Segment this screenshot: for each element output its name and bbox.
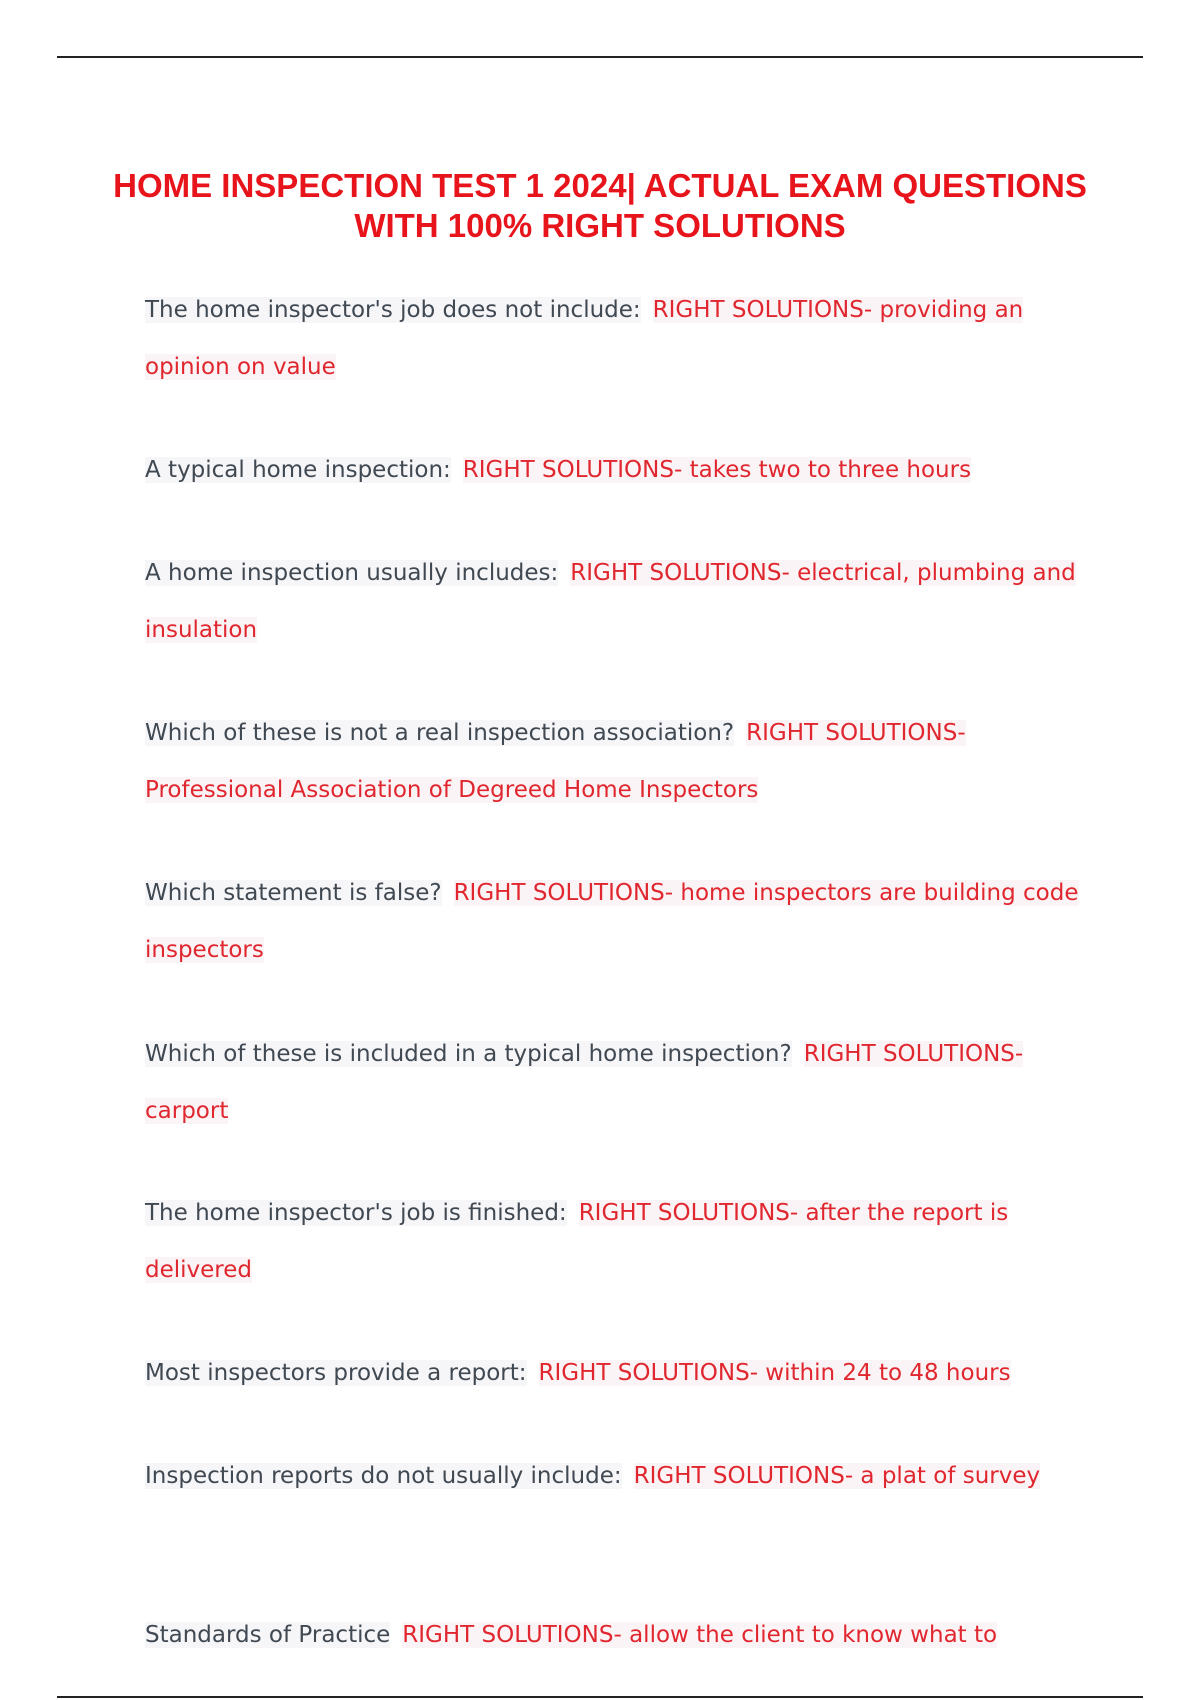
question-text: Which of these is included in a typical home inspection?: [145, 1041, 792, 1067]
answer-text: RIGHT SOLUTIONS- carport: [145, 1041, 1024, 1124]
top-rule: [57, 56, 1143, 58]
question-text: Which of these is not a real inspection association?: [145, 720, 735, 746]
qa-item-1: [145, 282, 1085, 396]
answer-text: RIGHT SOLUTIONS- within 24 to 48 hours: [538, 1360, 1011, 1386]
answer-text: RIGHT SOLUTIONS- electrical, plumbing and insulation: [145, 560, 1076, 643]
qa-item-9: [145, 1448, 1085, 1505]
qa-item-2: [145, 442, 1085, 499]
answer-text: RIGHT SOLUTIONS- a plat of survey: [633, 1463, 1041, 1489]
qa-item-5: [145, 865, 1085, 979]
question-text: A typical home inspection:: [145, 457, 451, 483]
qa-item-4: [145, 705, 1085, 819]
question-text: The home inspector's job does not include:: [145, 297, 641, 323]
qa-item-3: [145, 545, 1085, 659]
answer-text: RIGHT SOLUTIONS- Professional Association of Degreed Home Inspectors: [145, 720, 966, 803]
bottom-rule: [57, 1696, 1143, 1698]
question-text: Inspection reports do not usually include:: [145, 1463, 622, 1489]
qa-item-10: [145, 1607, 1085, 1664]
answer-text: RIGHT SOLUTIONS- providing an opinion on value: [145, 297, 1024, 380]
answer-text: RIGHT SOLUTIONS- after the report is delivered: [145, 1200, 1009, 1283]
question-text: Standards of Practice: [145, 1622, 391, 1648]
question-text: A home inspection usually includes:: [145, 560, 559, 586]
document-title: HOME INSPECTION TEST 1 2024| ACTUAL EXAM QUESTIONS WITH 100% RIGHT SOLUTIONS: [113, 167, 1087, 244]
question-text: The home inspector's job is finished:: [145, 1200, 567, 1226]
question-text: Most inspectors provide a report:: [145, 1360, 527, 1386]
question-text: Which statement is false?: [145, 880, 442, 906]
answer-text: RIGHT SOLUTIONS- home inspectors are building code inspectors: [145, 880, 1079, 963]
answer-text: RIGHT SOLUTIONS- takes two to three hours: [462, 457, 972, 483]
qa-item-8: [145, 1345, 1085, 1402]
qa-item-7: [145, 1185, 1085, 1299]
answer-text: RIGHT SOLUTIONS- allow the client to know what to: [402, 1622, 998, 1648]
qa-item-6: [145, 1026, 1085, 1140]
